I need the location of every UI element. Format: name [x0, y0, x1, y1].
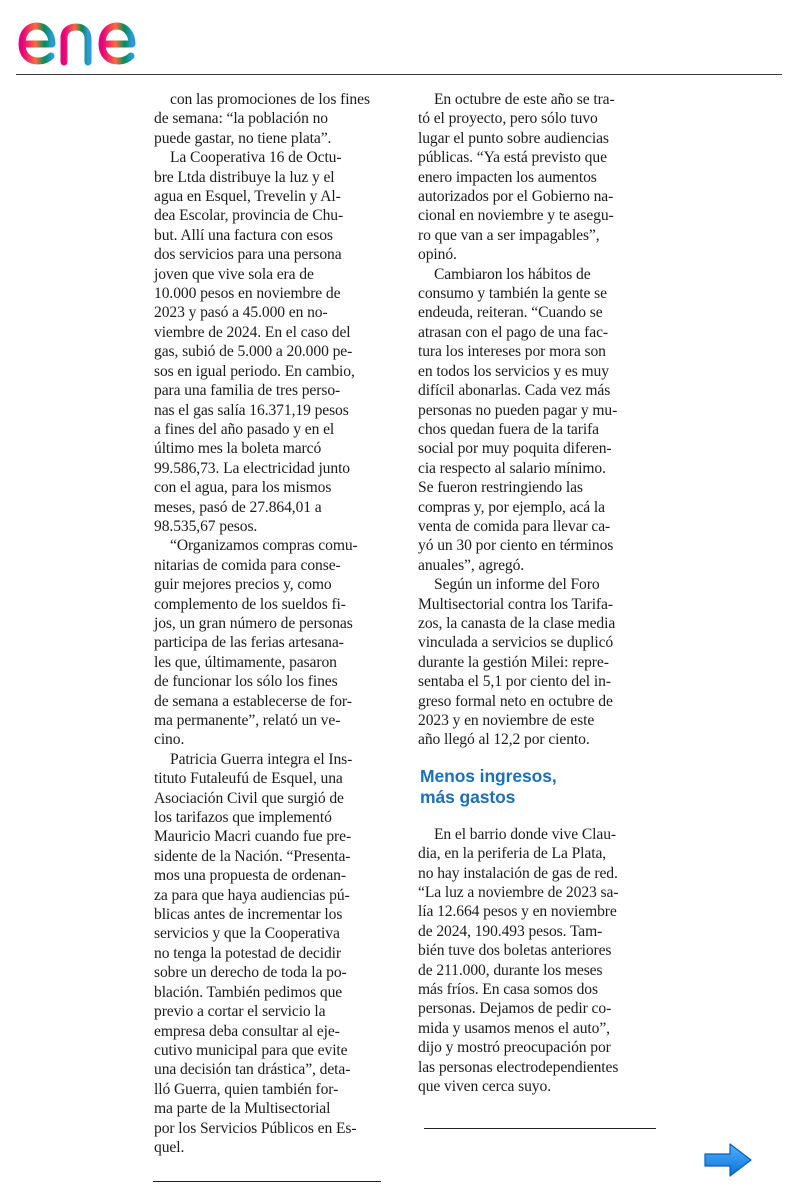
text-line: último mes la boleta marcó [154, 440, 322, 458]
text-line: agua en Esquel, Trevelin y Al- [154, 188, 341, 206]
article-paragraph [154, 750, 386, 1158]
text-line: los tarifazos que implementó [154, 809, 332, 827]
text-line: 2023 y en noviembre de este [418, 712, 595, 729]
text-line: de 2024, 190.493 pesos. Tam- [418, 922, 603, 940]
text-line: blicas antes de incrementar los [154, 906, 343, 924]
text-line: compras y, por ejemplo, acá la [418, 498, 605, 516]
text-line: En el barrio donde vive Clau- [434, 825, 617, 843]
text-line: dea Escolar, provincia de Chu- [154, 207, 344, 225]
text-line: por los Servicios Públicos en Es- [154, 1119, 357, 1137]
text-line: de 211.000, durante los meses [418, 961, 603, 979]
text-line: lló Guerra, quien también for- [154, 1080, 339, 1098]
text-line: dos servicios para una persona [154, 246, 342, 264]
text-line: cia respecto al salario mínimo. [418, 459, 606, 477]
text-line: 10.000 pesos en noviembre de [154, 285, 341, 303]
text-line: jos, un gran número de personas [154, 614, 353, 632]
text-line: Según un informe del Foro [434, 576, 600, 594]
next-page-button[interactable] [702, 1141, 754, 1179]
text-line: za para que haya audiencias pú- [154, 886, 350, 904]
text-line: de semana: “la población no [154, 110, 328, 128]
text-line: Multisectorial contra los Tarifa- [418, 595, 613, 613]
text-line: zos, la canasta de la clase media [418, 614, 616, 632]
text-line: lugar el punto sobre audiencias [418, 129, 609, 147]
article-paragraph [418, 265, 660, 576]
text-line: vinculada a servicios se duplicó [418, 634, 614, 652]
text-line: nas el gas salía 16.371,19 pesos [154, 401, 349, 419]
text-line: las personas electrodependientes [418, 1058, 619, 1076]
text-line: “La luz a noviembre de 2023 sa- [418, 884, 619, 902]
text-line: dijo y mostró preocupación por [418, 1039, 611, 1057]
text-line: lía 12.664 pesos y en noviembre [418, 903, 617, 921]
text-line: Se fueron restringiendo las [418, 479, 583, 497]
text-line: para una familia de tres perso- [154, 382, 341, 400]
right-column-paragraphs-after [418, 825, 660, 1097]
text-line: greso formal neto en octubre de [418, 692, 613, 710]
text-line: más fríos. En casa somos dos [418, 981, 598, 999]
article-right-column [418, 90, 660, 1097]
text-line: servicios y que la Cooperativa [154, 925, 340, 943]
text-line: sidente de la Nación. “Presenta- [154, 847, 351, 865]
text-line: anuales”, agregó. [418, 556, 525, 574]
text-line: tituto Futaleufú de Esquel, una [154, 770, 343, 788]
text-line: personas. Dejamos de pedir co- [418, 1000, 612, 1018]
text-line: bién tuve dos boletas anteriores [418, 942, 612, 960]
text-line: autorizados por el Gobierno na- [418, 188, 614, 206]
text-line: cino. [154, 731, 185, 749]
text-line: enero impacten los aumentos [418, 168, 597, 186]
text-line: venta de comida para llevar ca- [418, 517, 611, 535]
text-line: Mauricio Macri cuando fue pre- [154, 828, 352, 846]
text-line: sentaba el 5,1 por ciento del in- [418, 673, 611, 691]
text-line: social por muy poquita diferen- [418, 440, 612, 458]
enel-logo [14, 2, 174, 72]
text-line: tó el proyecto, pero sólo tuvo [418, 110, 598, 128]
text-line: de semana a establecerse de for- [154, 692, 352, 710]
text-line: joven que vive sola era de [154, 265, 314, 283]
text-line: atrasan con el pago de una fac- [418, 323, 608, 341]
text-line: consumo y también la gente se [418, 285, 607, 303]
text-line: ma permanente”, relató un ve- [154, 712, 341, 729]
text-line: con el agua, para los mismos [154, 479, 332, 497]
text-line: viembre de 2024. En el caso del [154, 323, 351, 341]
text-line: puede gastar, no tiene plata”. [154, 129, 332, 147]
text-line: no tenga la potestad de decidir [154, 944, 341, 962]
text-line: quel. [154, 1138, 185, 1156]
page-header [0, 0, 800, 76]
article-paragraph [154, 148, 386, 536]
text-line: no hay instalación de gas de red. [418, 864, 618, 882]
text-line: cutivo municipal para que evite [154, 1041, 348, 1059]
article-paragraph [418, 825, 660, 1097]
text-line: Patricia Guerra integra el Ins- [170, 750, 353, 768]
text-line: sobre un derecho de toda la po- [154, 964, 347, 982]
text-line: previo a cortar el servicio la [154, 1003, 326, 1021]
article-paragraph [418, 575, 660, 750]
text-line: difícil abonarlas. Cada vez más [418, 382, 611, 400]
section-subheading [420, 766, 660, 808]
text-line: durante la gestión Milei: repre- [418, 653, 609, 671]
header-divider [16, 74, 782, 75]
text-line: chos quedan fuera de la tarifa [418, 420, 599, 438]
text-line: les que, últimamente, pasaron [154, 653, 337, 671]
text-line: dia, en la periferia de La Plata, [418, 845, 607, 863]
text-line: una decisión tan drástica”, deta- [154, 1061, 351, 1079]
text-line: tura los intereses por mora son [418, 343, 606, 361]
article-paragraph [154, 90, 386, 148]
column-end-rule [153, 1181, 381, 1182]
text-line: complemento de los sueldos fi- [154, 595, 346, 613]
text-line: endeuda, reiteran. “Cuando se [418, 304, 603, 322]
text-line: 2023 y pasó a 45.000 en no- [154, 304, 328, 322]
right-column-paragraphs-before [418, 90, 660, 750]
text-line: 98.535,67 pesos. [154, 517, 258, 535]
text-line: ro que van a ser impagables”, [418, 226, 600, 244]
text-line: 99.586,73. La electricidad junto [154, 459, 350, 477]
text-line: meses, pasó de 27.864,01 a [154, 498, 322, 516]
text-line: but. Allí una factura con esos [154, 226, 333, 244]
text-line: blación. También pedimos que [154, 983, 343, 1001]
text-line: personas no pueden pagar y mu- [418, 401, 618, 419]
text-line: nitarias de comida para conse- [154, 556, 341, 574]
subheading-line: Menos ingresos, [420, 765, 557, 786]
text-line: Asociación Civil que surgió de [154, 789, 344, 807]
text-line: sos en igual periodo. En cambio, [154, 362, 355, 380]
text-line: empresa deba consultar al eje- [154, 1022, 340, 1040]
text-line: a fines del año pasado y en el [154, 420, 335, 438]
text-line: opinó. [418, 246, 457, 264]
text-line: con las promociones de los fines [170, 91, 370, 108]
text-line: participa de las ferias artesana- [154, 634, 344, 652]
text-line: de funcionar los sólo los fines [154, 673, 338, 691]
text-line: mida y usamos menos el auto”, [418, 1019, 610, 1037]
text-line: gas, subió de 5.000 a 20.000 pe- [154, 343, 353, 361]
article-left-column [154, 90, 386, 1157]
text-line: públicas. “Ya está previsto que [418, 149, 607, 167]
column-end-rule [424, 1128, 656, 1129]
text-line: cional en noviembre y te asegu- [418, 207, 614, 225]
article-paragraph [418, 90, 660, 265]
arrow-right-icon [702, 1141, 754, 1179]
article-paragraph [154, 536, 386, 749]
text-line: Cambiaron los hábitos de [434, 265, 591, 283]
text-line: ma parte de la Multisectorial [154, 1100, 331, 1118]
text-line: La Cooperativa 16 de Octu- [170, 149, 342, 167]
text-line: En octubre de este año se tra- [434, 91, 615, 108]
text-line: guir mejores precios y, como [154, 576, 332, 594]
text-line: bre Ltda distribuye la luz y el [154, 168, 335, 186]
text-line: año llegó al 12,2 por ciento. [418, 731, 590, 749]
text-line: mos una propuesta de ordenan- [154, 867, 346, 885]
text-line: en todos los servicios y es muy [418, 362, 609, 380]
text-line: yó un 30 por ciento en términos [418, 537, 614, 555]
subheading-line: más gastos [420, 786, 516, 807]
text-line: “Organizamos compras comu- [170, 537, 358, 555]
text-line: que viven cerca suyo. [418, 1078, 551, 1096]
